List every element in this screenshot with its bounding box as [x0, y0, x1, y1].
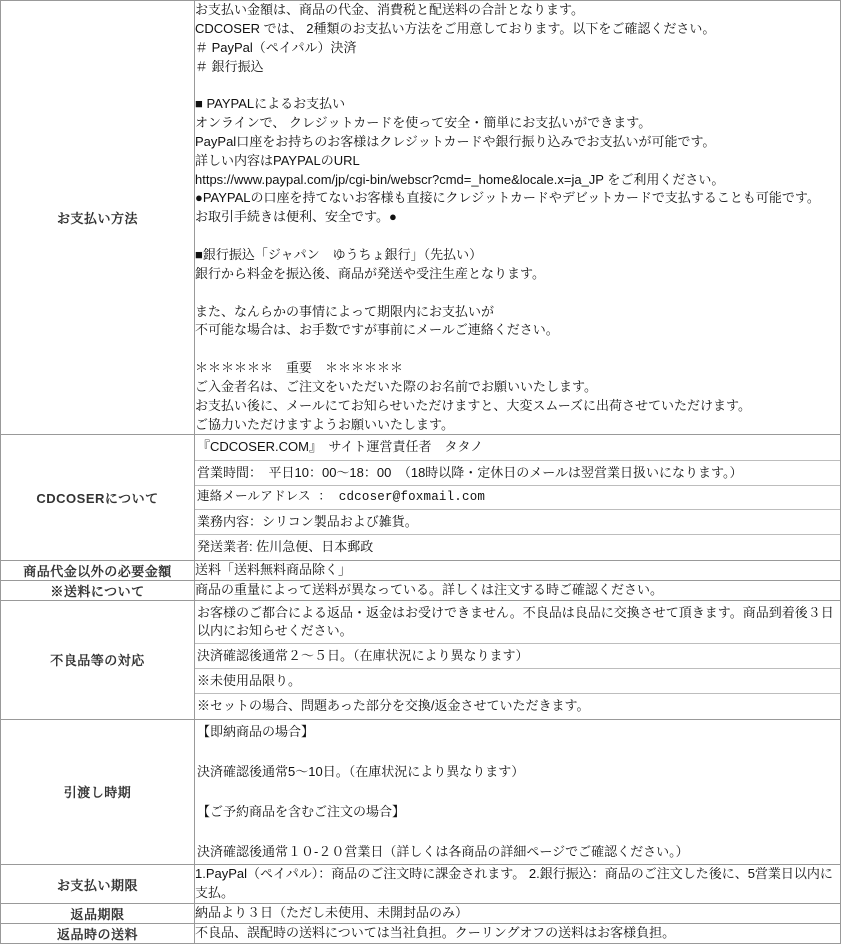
table-row [1, 580, 841, 600]
text-line: 銀行から料金を振込後、商品が発送や受注生産となります。 [195, 265, 545, 281]
sub-row-group [195, 435, 840, 559]
sub-row-group [195, 601, 840, 719]
text-line: 詳しい内容はPAYPALのURL [195, 152, 360, 168]
table-row [1, 600, 841, 719]
table-row [1, 719, 841, 865]
sub-row: 【即納商品の場合】 [197, 723, 315, 739]
row-value-payment-method [195, 1, 841, 435]
spacer [195, 227, 840, 246]
row-label-shipping-note: ※送料について [1, 580, 195, 600]
text-line: ＊＊＊＊＊＊ 重要 ＊＊＊＊＊＊ [195, 360, 404, 376]
text-line: お支払い後に、メールにてお知らせいただけますと、大変スムーズに出荷させていただけます。 [195, 397, 752, 413]
sub-row: 営業時間： 平日10：00～18：00 （18時以降・定休日のメールは翌営業日扱いになります。） [195, 461, 840, 486]
row-value-shipping-note: 商品の重量によって送料が異なっている。詳しくは注文する時ご確認ください。 [195, 580, 841, 600]
text-line: ■ PAYPALによるお支払い [195, 96, 346, 112]
sub-row: ※セットの場合、問題あった部分を交換/返金させていただきます。 [197, 698, 590, 714]
sub-row-email[interactable]: 連絡メールアドレス ： cdcoser@foxmail.com [195, 486, 840, 511]
text-line: ●PAYPALの口座を持てないお客様も直接にクレジットカードやデビットカードで支払することも可能です。 [195, 190, 820, 206]
text-line: ＃ 銀行振込 [195, 58, 264, 74]
row-value-delivery-time [195, 719, 841, 865]
text-line: 不可能な場合は、お手数ですが事前にメールご連絡ください。 [195, 322, 559, 338]
text-line: オンラインで、 クレジットカードを使って安全・簡単にお支払いができます。 [195, 115, 652, 131]
spacer [195, 284, 840, 303]
paypal-url-line[interactable]: https://www.paypal.com/jp/cgi-bin/webscr?cmd=_home&locale.x=ja_JP をご利用ください。 [195, 171, 725, 187]
text-line: ご協力いただけますようお願いいたします。 [195, 416, 454, 432]
row-label-return-deadline: 返品期限 [1, 904, 195, 924]
row-value-defective-handling [195, 600, 841, 719]
sub-row: 『CDCOSER.COM』 サイト運営責任者 タタノ [195, 435, 840, 460]
table-row [1, 924, 841, 944]
text-line: お取引手続きは便利、安全です。● [195, 209, 397, 225]
text-line: 2.銀行振込：商品のご注文した後に、5営業日以内に支払。 [195, 866, 833, 901]
table-row [1, 1, 841, 435]
row-value-payment-deadline [195, 865, 841, 904]
text-line: ■銀行振込「ジャパン ゆうちょ銀行」（先払い） [195, 246, 483, 262]
row-value-return-shipping: 不良品、誤配時の送料については当社負担。クーリングオフの送料はお客様負担。 [195, 924, 841, 944]
row-label-payment-deadline: お支払い期限 [1, 865, 195, 904]
spacer [195, 784, 840, 800]
row-label-delivery-time: 引渡し時期 [1, 719, 195, 865]
spacer [195, 744, 840, 760]
table-row [1, 560, 841, 580]
table-row [1, 904, 841, 924]
sub-row: ※未使用品限り。 [195, 669, 840, 694]
table-row [1, 865, 841, 904]
table-row [1, 435, 841, 560]
row-label-about-cdcoser: CDCOSERについて [1, 435, 195, 560]
row-label-defective-handling: 不良品等の対応 [1, 600, 195, 719]
row-label-extra-fees: 商品代金以外の必要金額 [1, 560, 195, 580]
sub-row: 業務内容：シリコン製品および雑貨。 [195, 510, 840, 535]
text-line: PayPal口座をお持ちのお客様はクレジットカードや銀行振り込みでお支払いが可能です。 [195, 133, 716, 149]
row-label-return-shipping: 返品時の送料 [1, 924, 195, 944]
row-label-payment-method: お支払い方法 [1, 1, 195, 435]
sub-row: 発送業者: 佐川急便、日本郵政 [197, 539, 374, 555]
spacer [195, 76, 840, 95]
text-line: また、なんらかの事情によって期限内にお支払いが [195, 303, 495, 319]
text-line: CDCOSER では、 2種類のお支払い方法をご用意しております。以下をご確認ください。 [195, 20, 716, 36]
sub-row: お客様のご都合による返品・返金はお受けできません。不良品は良品に交換させて頂きます。商品到着後３日以内にお知らせください。 [195, 601, 840, 644]
sub-row: 決済確認後通常２～５日。（在庫状況により異なります） [195, 644, 840, 669]
row-value-about-cdcoser [195, 435, 841, 560]
text-line: 1.PayPal（ペイパル）：商品のご注文時に課金されます。 [195, 866, 526, 882]
spacer [195, 824, 840, 840]
sub-row: 決済確認後通常5～10日。（在庫状況により異なります） [197, 763, 525, 779]
text-line: お支払い金額は、商品の代金、消費税と配送料の合計となります。 [195, 2, 584, 17]
sub-row: 決済確認後通常１０-２０営業日（詳しくは各商品の詳細ページでご確認ください。） [197, 844, 689, 860]
row-value-extra-fees: 送料「送料無料商品除く」 [195, 560, 841, 580]
text-line: ＃ PayPal（ペイパル）決済 [195, 39, 357, 55]
sub-row: 【ご予約商品を含むご注文の場合】 [197, 803, 406, 819]
spacer [195, 340, 840, 359]
text-line: ご入金者名は、ご注文をいただいた際のお名前でお願いいたします。 [195, 378, 597, 394]
row-value-return-deadline: 納品より３日（ただし未使用、未開封品のみ） [195, 904, 841, 924]
